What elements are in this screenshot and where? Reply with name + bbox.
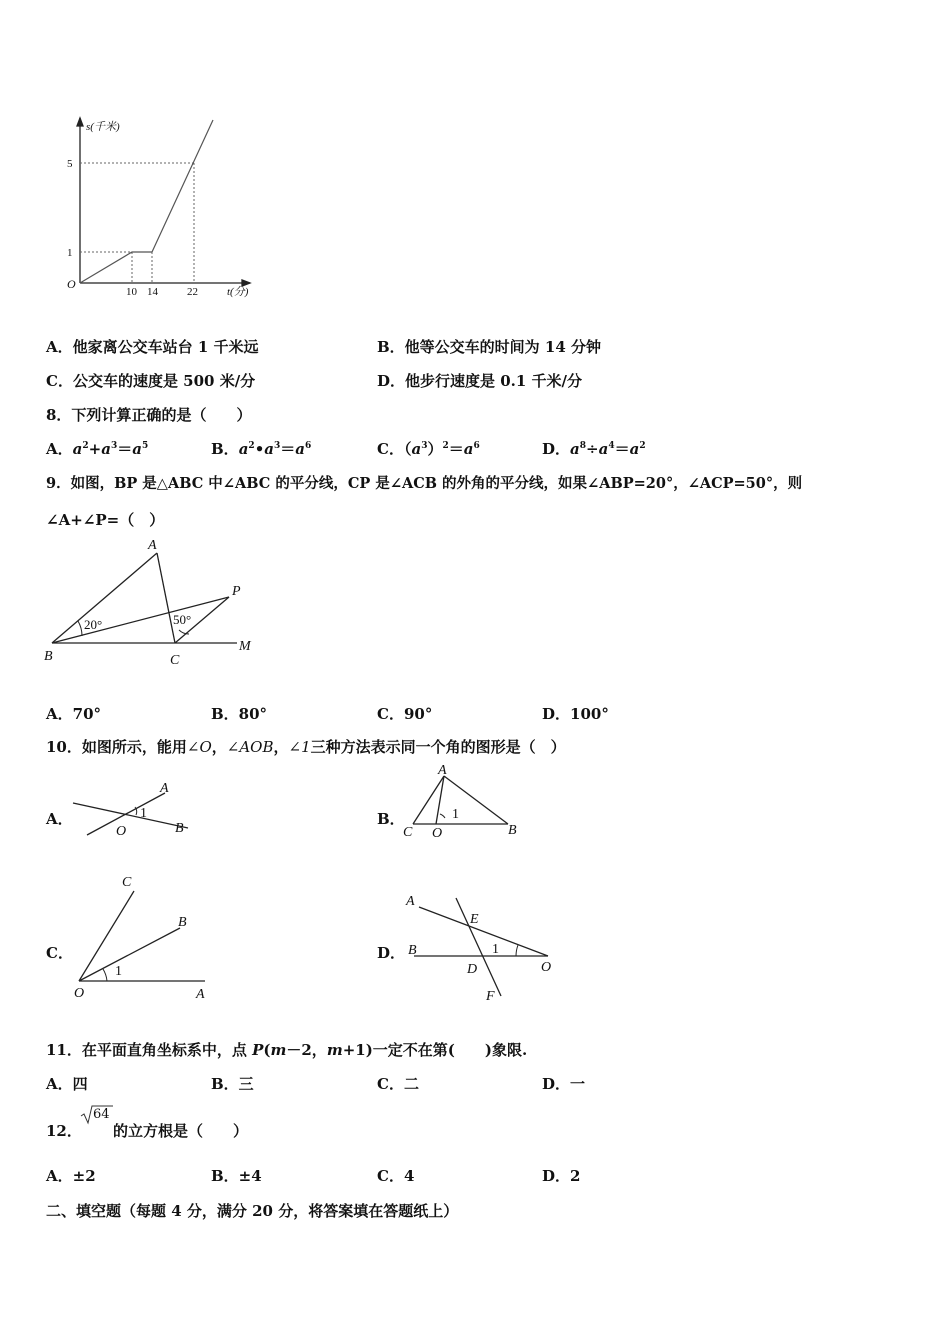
q7-graph-origin: O xyxy=(67,277,76,291)
q10-figure-b xyxy=(398,762,528,842)
q9-option-c: C．90° xyxy=(377,705,433,723)
q10d-label-a: A xyxy=(406,894,415,909)
q9-stem-line1: 9．如图，BP 是△ABC 中∠ABC 的平分线，CP 是∠ACB 的外角的平分线，如果∠ABP=20°，∠ACP=50°，则 xyxy=(46,475,803,492)
q10a-label-o: O xyxy=(116,824,127,839)
q7-graph-y-tick-1: 1 xyxy=(67,247,73,259)
q7-option-a: A．他家离公交车站台 1 千米远 xyxy=(46,338,259,356)
q10a-label-1: 1 xyxy=(140,806,147,821)
q9-angle-50: 50° xyxy=(173,612,192,627)
q10-option-a-label: A． xyxy=(46,810,73,828)
q10-figure-d xyxy=(400,888,570,1006)
q10b-label-b: B xyxy=(508,823,517,838)
q10c-label-c: C xyxy=(122,875,132,890)
q8-option-a: A．$a^2+a^3=a^5$ xyxy=(46,440,149,458)
q8-option-b: B．$a^2•a^3=a^6$ xyxy=(211,440,312,458)
q9-label-b: B xyxy=(44,649,53,664)
q10d-label-f: F xyxy=(486,989,495,1004)
q11-option-c: C．二 xyxy=(377,1075,419,1093)
q10d-label-o: O xyxy=(541,960,552,975)
q10-stem: 10．如图所示，能用∠O，∠AOB，∠1三种方法表示同一个角的图形是（ ） xyxy=(46,738,566,756)
q7-graph-x-label: t(分) xyxy=(227,286,249,298)
q10a-label-b: B xyxy=(175,821,184,836)
q10d-label-e: E xyxy=(470,912,479,927)
q9-stem-line2: ∠A+∠P=（ ） xyxy=(46,511,165,529)
q10d-label-d: D xyxy=(467,962,478,977)
q9-option-d: D．100° xyxy=(542,705,609,723)
q8-option-c: C．$(a^3)^2=a^6$ xyxy=(377,440,480,458)
q9-triangle-figure xyxy=(40,535,280,670)
q10-option-d-label: D． xyxy=(377,944,406,962)
q7-option-b: B．他等公交车的时间为 14 分钟 xyxy=(377,338,601,356)
q11-option-a: A．四 xyxy=(46,1075,88,1093)
q12-number: 12． xyxy=(46,1122,82,1140)
q7-graph-x-tick-22: 22 xyxy=(187,286,198,298)
q9-line-ac xyxy=(157,553,175,643)
q9-label-a: A xyxy=(148,538,157,553)
q11-option-b: B．三 xyxy=(211,1075,254,1093)
q7-option-d: D．他步行速度是 0.1 千米/分 xyxy=(377,372,583,390)
q10a-label-a: A xyxy=(160,781,169,796)
q10d-label-1: 1 xyxy=(492,942,499,957)
q12-option-b: B．±4 xyxy=(211,1167,262,1185)
q10c-label-a: A xyxy=(196,987,205,1002)
q10b-label-a: A xyxy=(438,763,447,778)
q11-option-d: D．一 xyxy=(542,1075,586,1093)
q7-option-c: C．公交车的速度是 500 米/分 xyxy=(46,372,256,390)
q12-option-a: A．±2 xyxy=(46,1167,96,1185)
q10c-label-o: O xyxy=(74,986,85,1001)
q10d-label-b: B xyxy=(408,943,417,958)
q10c-label-1: 1 xyxy=(115,964,122,979)
q10-option-c-label: C． xyxy=(46,944,73,962)
q12-option-c: C．4 xyxy=(377,1167,415,1185)
q10c-label-b: B xyxy=(178,915,187,930)
q7-graph-y-tick-5: 5 xyxy=(67,158,73,170)
q12-stem: 的立方根是（ ） xyxy=(113,1122,249,1140)
q10b-label-1: 1 xyxy=(452,807,459,822)
q10-option-b-label: B． xyxy=(377,810,405,828)
q8-option-d: D．$a^8\div a^4=a^2$ xyxy=(542,440,646,458)
q9-angle-20: 20° xyxy=(84,617,103,632)
q7-graph-x-tick-14: 14 xyxy=(147,286,158,298)
q7-graph-line xyxy=(80,120,213,283)
q10-figure-c xyxy=(70,870,220,1005)
q10b-label-c: C xyxy=(403,825,413,840)
q9-option-b: B．80° xyxy=(211,705,268,723)
q9-option-a: A．70° xyxy=(46,705,102,723)
q10b-label-o: O xyxy=(432,826,443,841)
q12-option-d: D．2 xyxy=(542,1167,581,1185)
q7-graph-y-label: s(千米) xyxy=(86,121,120,133)
q8-stem: 8．下列计算正确的是（ ） xyxy=(46,406,252,424)
q9-label-m: M xyxy=(239,639,251,654)
q7-graph-x-tick-10: 10 xyxy=(126,286,137,298)
q9-label-p: P xyxy=(232,584,241,599)
q7-distance-time-graph xyxy=(55,110,280,305)
q9-label-c: C xyxy=(170,653,180,668)
section-heading-fill-blank: 二、填空题（每题 4 分，满分 20 分，将答案填在答题纸上） xyxy=(46,1202,459,1220)
q10-figure-a xyxy=(70,775,200,845)
q12-radicand: 64 xyxy=(93,1107,110,1122)
q11-stem: 11．在平面直角坐标系中，点 P(m－2，m+1)一定不在第( )象限. xyxy=(46,1041,528,1059)
